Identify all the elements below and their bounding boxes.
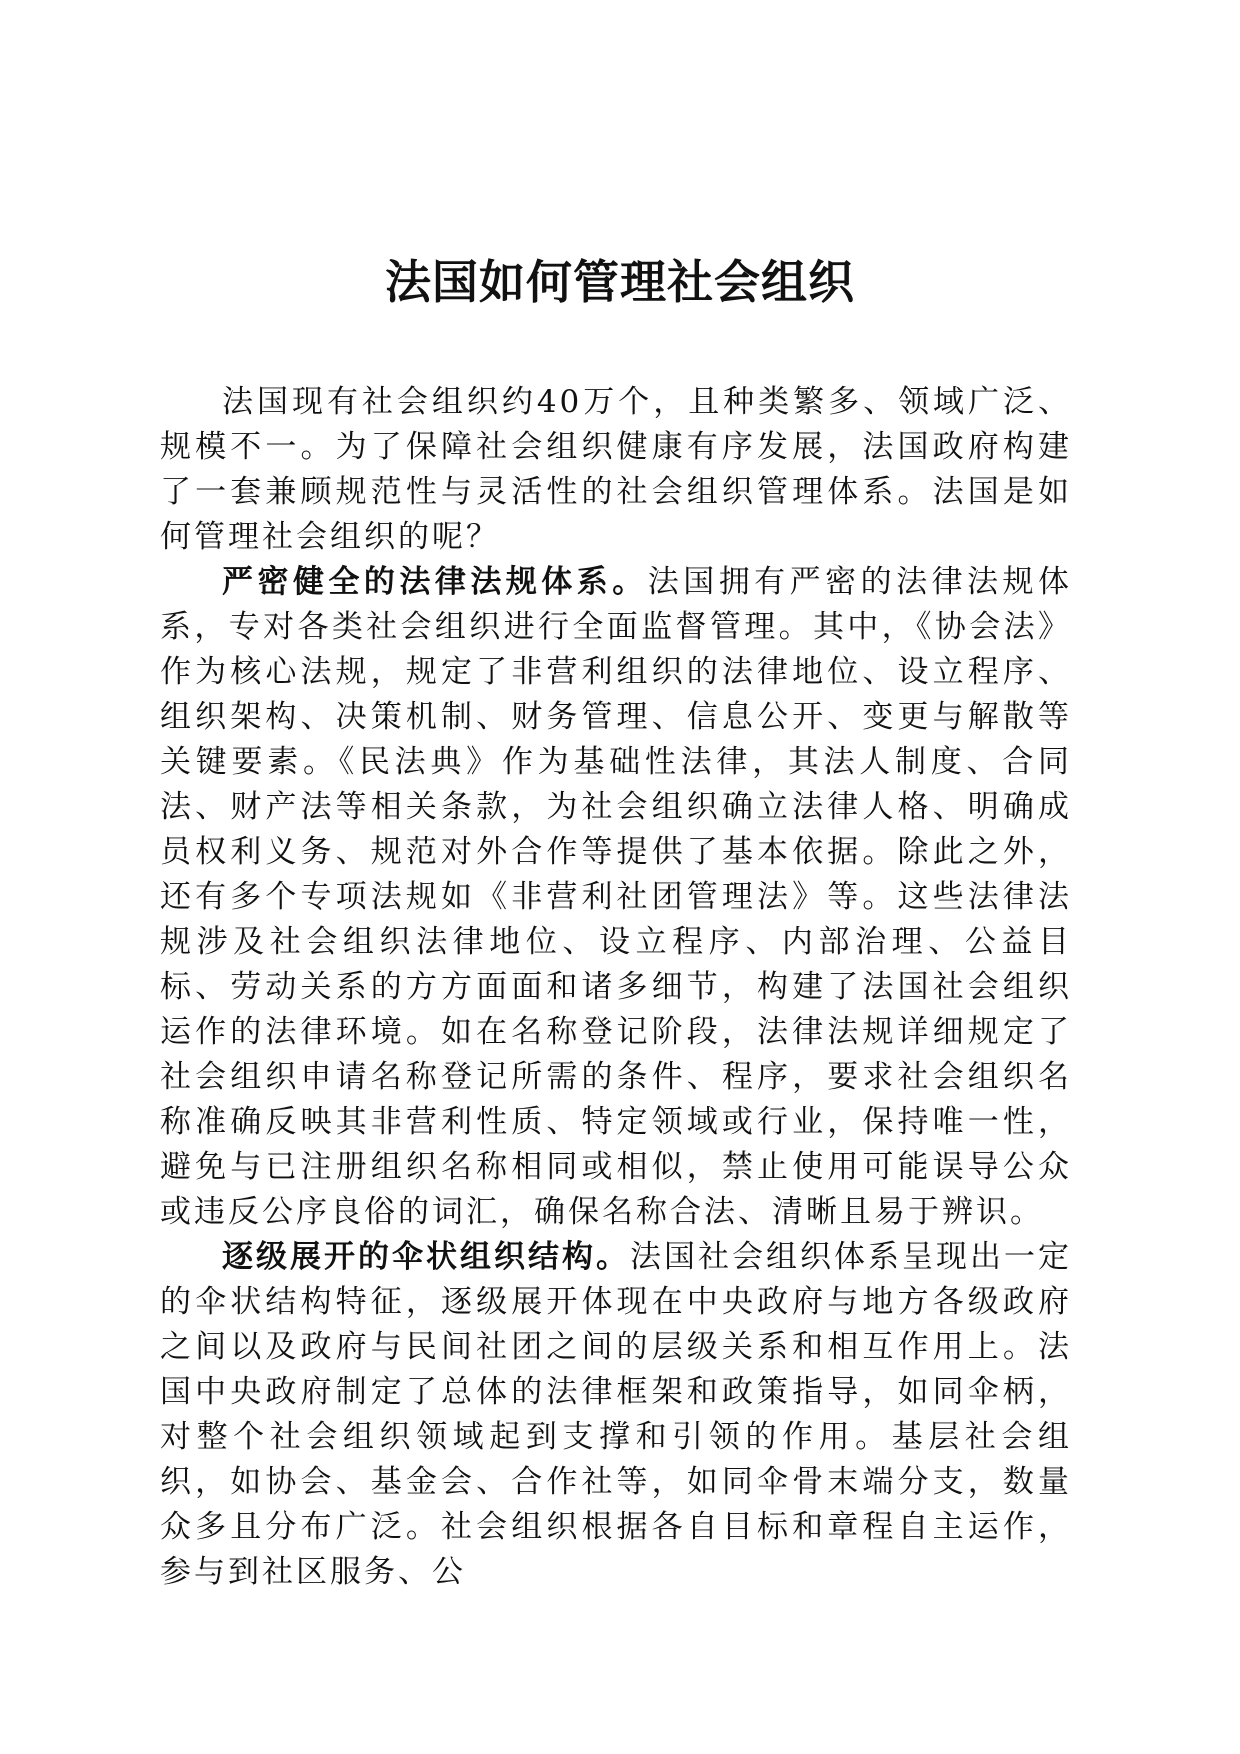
paragraph-text: 法国现有社会组织约40万个，且种类繁多、领域广泛、规模不一。为了保障社会组织健康有序发展，法国政府构建了一套兼顾规范性与灵活性的社会组织管理体系。法国是如何管理社会组织的呢？ <box>160 384 1072 555</box>
paragraph-lead-heading: 严密健全的法律法规体系。 <box>222 564 648 600</box>
paragraph-lead-heading: 逐级展开的伞状组织结构。 <box>222 1239 630 1275</box>
paragraph-text: 法国社会组织体系呈现出一定的伞状结构特征，逐级展开体现在中央政府与地方各级政府之间以及政府与民间社团之间的层级关系和相互作用上。法国中央政府制定了总体的法律框架和政策指导，如同伞柄，对整个社会组织领域起到支撑和引领的作用。基层社会组织，如协会、基金会、合作社等，如同伞骨末端分支，数量众多且分布广泛。社会组织根据各自目标和章程自主运作，参与到社区服务、公 <box>160 1239 1072 1590</box>
paragraph-umbrella-structure <box>160 1235 1072 1595</box>
paragraph-text: 法国拥有严密的法律法规体系，专对各类社会组织进行全面监督管理。其中，《协会法》作为核心法规，规定了非营利组织的法律地位、设立程序、组织架构、决策机制、财务管理、信息公开、变更与解散等关键要素。《民法典》作为基础性法律，其法人制度、合同法、财产法等相关条款，为社会组织确立法律人格、明确成员权利义务、规范对外合作等提供了基本依据。除此之外，还有多个专项法规如《非营利社团管理法》等。这些法律法规涉及社会组织法律地位、设立程序、内部治理、公益目标、劳动关系的方方面面和诸多细节，构建了法国社会组织运作的法律环境。如在名称登记阶段，法律法规详细规定了社会组织申请名称登记所需的条件、程序，要求社会组织名称准确反映其非营利性质、特定领域或行业，保持唯一性，避免与已注册组织名称相同或相似，禁止使用可能误导公众或违反公序良俗的词汇，确保名称合法、清晰且易于辨识。 <box>160 564 1073 1230</box>
paragraph-intro <box>160 380 1072 560</box>
document-title: 法国如何管理社会组织 <box>385 255 855 309</box>
paragraph-legal-system <box>160 560 1072 1235</box>
document-body <box>160 380 1072 1595</box>
